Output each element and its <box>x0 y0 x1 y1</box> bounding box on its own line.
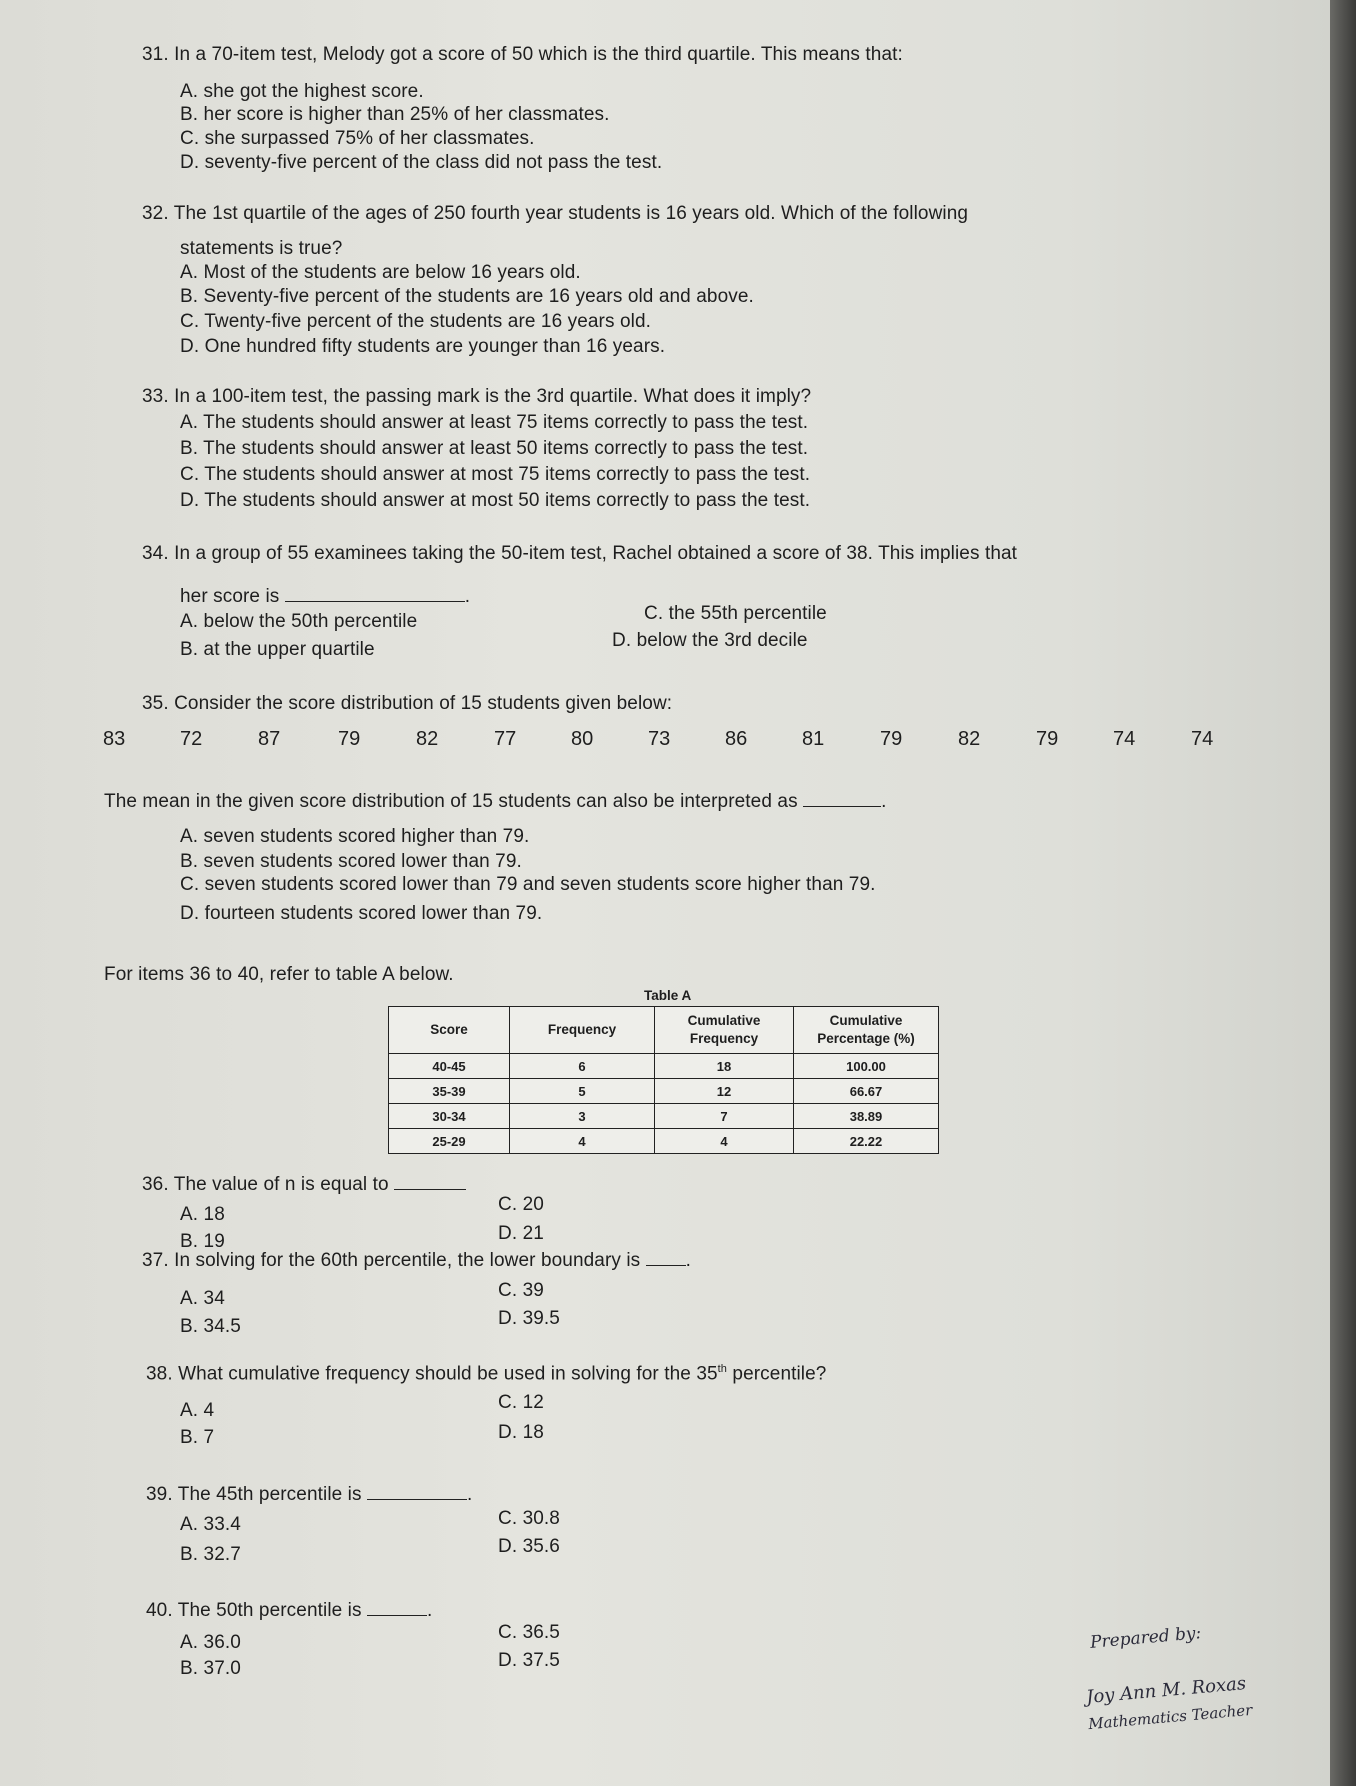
q35-score: 82 <box>416 728 439 750</box>
q32-option-b: B. Seventy-five percent of the students are 16 years old and above. <box>180 286 754 307</box>
cell-cumulative-frequency: 18 <box>655 1054 794 1079</box>
q35-score: 73 <box>648 728 671 750</box>
header-cumulative-percentage: Cumulative Percentage (%) <box>794 1007 939 1054</box>
q36-option-d: D. 21 <box>498 1223 544 1244</box>
q31-option-b: B. her score is higher than 25% of her classmates. <box>180 104 610 125</box>
cell-cumulative-percentage: 38.89 <box>794 1104 939 1129</box>
q35-answer-blank <box>803 792 881 807</box>
cell-score: 30-34 <box>389 1104 510 1129</box>
q35-score: 86 <box>725 728 748 750</box>
q40-stem-text: 40. The 50th percentile is <box>146 1600 362 1621</box>
header-cumulative-frequency: Cumulative Frequency <box>655 1007 794 1054</box>
q38-option-c: C. 12 <box>498 1392 544 1413</box>
q39-stem: 39. The 45th percentile is . <box>146 1484 473 1505</box>
q37-answer-blank <box>646 1251 686 1266</box>
q33-option-b: B. The students should answer at least 50 items correctly to pass the test. <box>180 438 809 459</box>
cell-score: 35-39 <box>389 1079 510 1104</box>
q33-option-c: C. The students should answer at most 75 items correctly to pass the test. <box>180 464 811 485</box>
cell-cumulative-frequency: 7 <box>655 1104 794 1129</box>
table-a <box>388 1006 939 1154</box>
q35-option-d: D. fourteen students scored lower than 79. <box>180 903 543 924</box>
q39-option-b: B. 32.7 <box>180 1544 241 1565</box>
cell-cumulative-frequency: 4 <box>655 1129 794 1154</box>
q35-score: 74 <box>1113 728 1136 750</box>
q38-stem-pre: 38. What cumulative frequency should be used in solving for the 35 <box>146 1363 718 1385</box>
q34-stem-line2: her score is . <box>180 586 471 607</box>
q40-option-c: C. 36.5 <box>498 1622 560 1643</box>
q37-option-d: D. 39.5 <box>498 1308 560 1329</box>
q37-option-a: A. 34 <box>180 1288 225 1309</box>
q34-stem-text: her score is <box>180 586 280 607</box>
q36-stem-text: 36. The value of n is equal to <box>142 1174 389 1195</box>
q35-stem: 35. Consider the score distribution of 15 students given below: <box>142 693 673 714</box>
q32-stem-line2: statements is true? <box>180 238 343 259</box>
q31-option-d: D. seventy-five percent of the class did not pass the test. <box>180 152 663 173</box>
q39-option-c: C. 30.8 <box>498 1508 560 1529</box>
table-header-row <box>389 1007 939 1054</box>
q38-option-b: B. 7 <box>180 1427 215 1448</box>
cell-cumulative-frequency: 12 <box>655 1079 794 1104</box>
table-a-title: Table A <box>644 988 692 1003</box>
cell-frequency: 4 <box>510 1129 655 1154</box>
cell-cumulative-percentage: 66.67 <box>794 1079 939 1104</box>
q40-answer-blank <box>367 1601 427 1616</box>
q35-score: 79 <box>338 728 361 750</box>
q35-score: 81 <box>802 728 825 750</box>
q36-option-c: C. 20 <box>498 1194 544 1215</box>
q39-option-d: D. 35.6 <box>498 1536 560 1557</box>
q35-score: 87 <box>258 728 281 750</box>
q35-score: 77 <box>494 728 517 750</box>
q37-option-b: B. 34.5 <box>180 1316 241 1337</box>
cell-frequency: 3 <box>510 1104 655 1129</box>
q39-option-a: A. 33.4 <box>180 1514 241 1535</box>
q32-option-d: D. One hundred fifty students are younger than 16 years. <box>180 336 666 357</box>
q35-score: 82 <box>958 728 981 750</box>
q37-stem-text: 37. In solving for the 60th percentile, the lower boundary is <box>142 1250 641 1271</box>
table-row <box>389 1104 939 1129</box>
q31-stem: 31. In a 70-item test, Melody got a score of 50 which is the third quartile. This means that: <box>142 44 903 65</box>
table-row <box>389 1054 939 1079</box>
q34-option-c: C. the 55th percentile <box>644 603 827 624</box>
q33-option-d: D. The students should answer at most 50 items correctly to pass the test. <box>180 490 811 511</box>
cell-frequency: 6 <box>510 1054 655 1079</box>
cell-frequency: 5 <box>510 1079 655 1104</box>
q31-option-a: A. she got the highest score. <box>180 81 424 102</box>
q35-score: 72 <box>180 728 203 750</box>
q35-prompt: The mean in the given score distribution of 15 students can also be interpreted as . <box>104 791 887 812</box>
q36-option-b: B. 19 <box>180 1231 225 1252</box>
q34-option-b: B. at the upper quartile <box>180 639 375 660</box>
page-edge-shadow <box>1330 0 1356 1786</box>
q40-option-a: A. 36.0 <box>180 1632 241 1653</box>
q36-option-a: A. 18 <box>180 1204 225 1225</box>
q31-option-c: C. she surpassed 75% of her classmates. <box>180 128 535 149</box>
q35-score: 83 <box>103 728 126 750</box>
q38-option-d: D. 18 <box>498 1422 544 1443</box>
q38-stem-post: percentile? <box>727 1363 827 1385</box>
q35-option-c: C. seven students scored lower than 79 and seven students score higher than 79. <box>180 874 876 895</box>
q38-stem-sup: th <box>717 1363 728 1375</box>
table-row <box>389 1079 939 1104</box>
q36-answer-blank <box>394 1175 466 1190</box>
q34-stem-line1: 34. In a group of 55 examinees taking the 50-item test, Rachel obtained a score of 38. This implies that <box>142 543 1018 564</box>
q32-stem-line1: 32. The 1st quartile of the ages of 250 fourth year students is 16 years old. Which of the following <box>142 203 969 224</box>
q35-prompt-text: The mean in the given score distribution of 15 students can also be interpreted as <box>104 791 798 812</box>
cell-score: 25-29 <box>389 1129 510 1154</box>
prepared-by-label: Prepared by: <box>1089 1623 1203 1653</box>
q34-option-a: A. below the 50th percentile <box>180 611 418 632</box>
cell-score: 40-45 <box>389 1054 510 1079</box>
q36-stem <box>142 1174 466 1196</box>
table-instruction: For items 36 to 40, refer to table A below. <box>104 964 454 985</box>
cell-cumulative-percentage: 100.00 <box>794 1054 939 1079</box>
header-frequency: Frequency <box>510 1007 655 1054</box>
q39-stem-text: 39. The 45th percentile is <box>146 1484 362 1505</box>
q37-stem: 37. In solving for the 60th percentile, the lower boundary is . <box>142 1250 692 1271</box>
q40-stem: 40. The 50th percentile is . <box>146 1600 433 1621</box>
q33-stem: 33. In a 100-item test, the passing mark is the 3rd quartile. What does it imply? <box>142 386 812 407</box>
q35-option-b: B. seven students scored lower than 79. <box>180 851 522 872</box>
q35-score: 74 <box>1191 728 1214 750</box>
q38-stem <box>146 1358 826 1385</box>
q32-option-a: A. Most of the students are below 16 years old. <box>180 262 581 283</box>
q35-option-a: A. seven students scored higher than 79. <box>180 826 530 847</box>
q37-option-c: C. 39 <box>498 1280 544 1301</box>
q40-option-b: B. 37.0 <box>180 1658 241 1679</box>
q39-answer-blank <box>367 1485 467 1500</box>
q35-score: 79 <box>880 728 903 750</box>
q38-option-a: A. 4 <box>180 1400 215 1421</box>
q40-option-d: D. 37.5 <box>498 1650 560 1671</box>
header-score: Score <box>389 1007 510 1054</box>
table-row <box>389 1129 939 1154</box>
cell-cumulative-percentage: 22.22 <box>794 1129 939 1154</box>
q35-score: 80 <box>571 728 594 750</box>
q34-option-d: D. below the 3rd decile <box>612 630 808 651</box>
q34-answer-blank <box>285 587 465 602</box>
q33-option-a: A. The students should answer at least 75 items correctly to pass the test. <box>180 412 809 433</box>
teacher-role: Mathematics Teacher <box>1087 1700 1253 1734</box>
teacher-name: Joy Ann M. Roxas <box>1085 1673 1247 1708</box>
q35-score: 79 <box>1036 728 1059 750</box>
q32-option-c: C. Twenty-five percent of the students are 16 years old. <box>180 311 651 332</box>
